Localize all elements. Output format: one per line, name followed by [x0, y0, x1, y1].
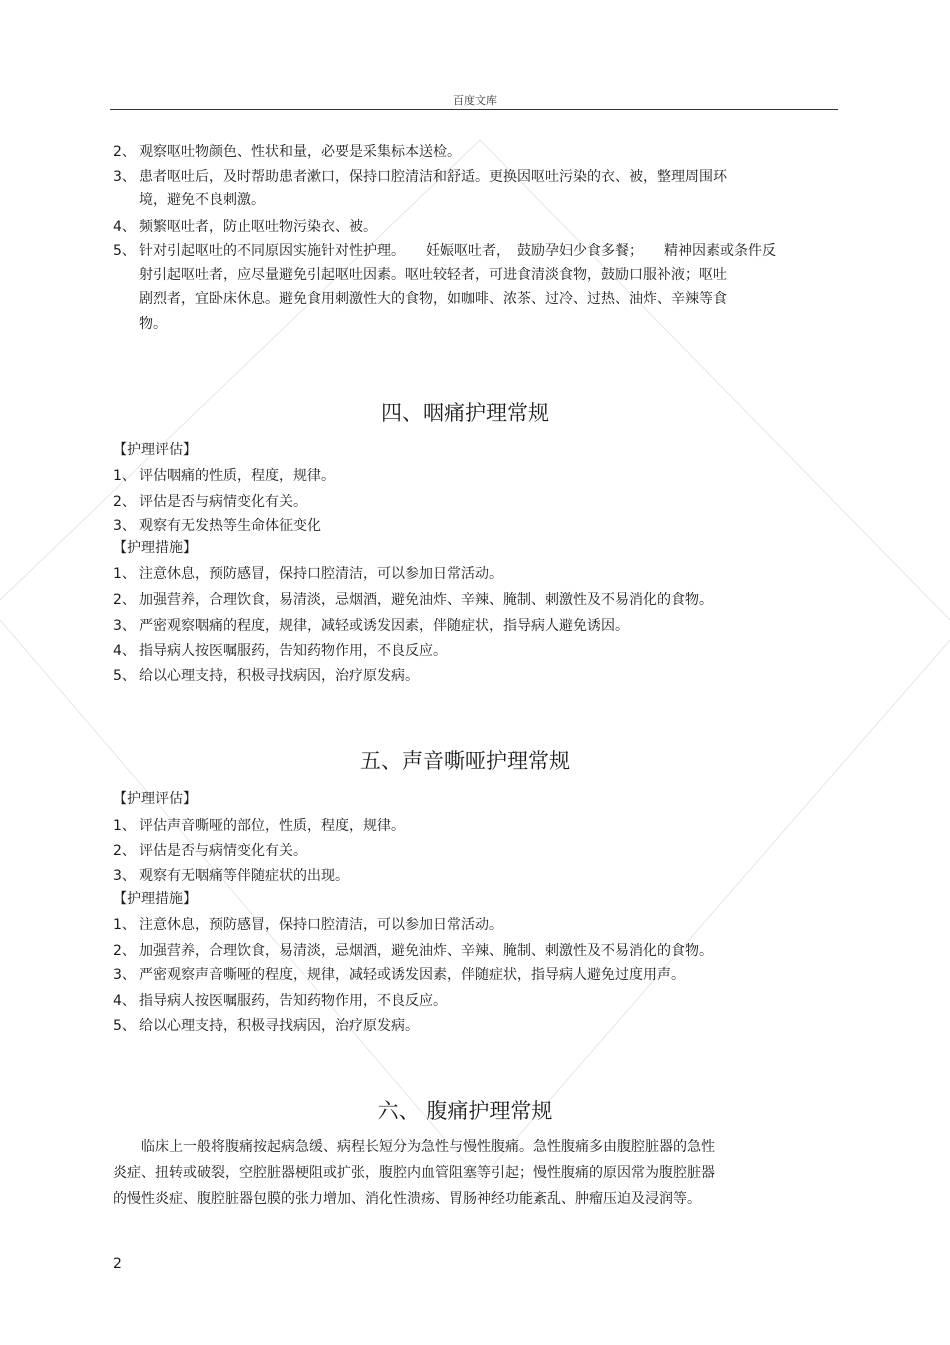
paragraph-line: 临床上一般将腹痛按起病急缓、病程长短分为急性与慢性腹痛。急性腹痛多由腹腔脏器的急性: [113, 1139, 715, 1155]
list-item: 1、 注意休息，预防感冒，保持口腔清洁，可以参加日常活动。: [113, 917, 503, 933]
section-title: 四、咽痛护理常规: [381, 401, 549, 425]
subsection-label: 【护理措施】: [113, 891, 197, 907]
list-item: 3、 严密观察咽痛的程度，规律，减轻或诱发因素，伴随症状，指导病人避免诱因。: [113, 618, 629, 634]
list-item: 1、 注意休息，预防感冒，保持口腔清洁，可以参加日常活动。: [113, 566, 503, 582]
list-item-continuation: 射引起呕吐者，应尽量避免引起呕吐因素。呕吐较轻者，可进食清淡食物，鼓励口服补液；呕吐: [139, 267, 727, 283]
list-item: 2、 评估是否与病情变化有关。: [113, 843, 307, 859]
list-item: 3、 严密观察声音嘶哑的程度，规律，减轻或诱发因素，伴随症状，指导病人避免过度用声。: [113, 967, 685, 983]
page-header: 百度文库: [453, 94, 497, 107]
list-item: 2、 加强营养，合理饮食，易清淡，忌烟酒，避免油炸、辛辣、腌制、刺激性及不易消化的食物。: [113, 943, 713, 959]
list-item: 4、 频繁呕吐者，防止呕吐物污染衣、被。: [113, 219, 377, 235]
page-number: 2: [113, 1256, 122, 1272]
subsection-label: 【护理评估】: [113, 442, 197, 458]
list-item: 3、 观察有无发热等生命体征变化: [113, 518, 321, 534]
list-item: 4、 指导病人按医嘱服药，告知药物作用，不良反应。: [113, 993, 447, 1009]
section-title: 六、 腹痛护理常规: [377, 1099, 553, 1123]
list-item: 2、 加强营养，合理饮食，易清淡，忌烟酒，避免油炸、辛辣、腌制、刺激性及不易消化的食物。: [113, 592, 713, 608]
list-item: 5、 给以心理支持，积极寻找病因，治疗原发病。: [113, 668, 419, 684]
list-item: 1、 评估声音嘶哑的部位，性质，程度，规律。: [113, 818, 405, 834]
list-item: 4、 指导病人按医嘱服药，告知药物作用，不良反应。: [113, 643, 447, 659]
list-item: 1、 评估咽痛的性质，程度，规律。: [113, 468, 335, 484]
list-item: 3、 观察有无咽痛等伴随症状的出现。: [113, 868, 349, 884]
paragraph-line: 的慢性炎症、腹腔脏器包膜的张力增加、消化性溃疡、胃肠神经功能紊乱、肿瘤压迫及浸润等。: [113, 1191, 701, 1207]
paragraph-line: 炎症、扭转或破裂，空腔脏器梗阻或扩张，腹腔内血管阻塞等引起；慢性腹痛的原因常为腹腔脏器: [113, 1165, 715, 1181]
header-rule: [110, 109, 838, 110]
list-item-continuation: 物。: [139, 316, 167, 332]
subsection-label: 【护理评估】: [113, 791, 197, 807]
list-item-continuation: 境，避免不良刺激。: [139, 192, 265, 208]
list-item: 2、 观察呕吐物颜色、性状和量，必要是采集标本送检。: [113, 144, 461, 160]
list-item: 5、 给以心理支持，积极寻找病因，治疗原发病。: [113, 1018, 419, 1034]
subsection-label: 【护理措施】: [113, 540, 197, 556]
list-item: 5、 针对引起呕吐的不同原因实施针对性护理。 妊娠呕吐者， 鼓励孕妇少食多餐； 精神因素或条件反: [113, 243, 776, 259]
list-item-continuation: 剧烈者，宜卧床休息。避免食用刺激性大的食物，如咖啡、浓茶、过冷、过热、油炸、辛辣等食: [139, 291, 727, 307]
list-item: 2、 评估是否与病情变化有关。: [113, 494, 307, 510]
list-item: 3、 患者呕吐后，及时帮助患者漱口，保持口腔清洁和舒适。更换因呕吐污染的衣、被，整理周围环: [113, 169, 727, 185]
section-title: 五、声音嘶哑护理常规: [360, 749, 570, 773]
